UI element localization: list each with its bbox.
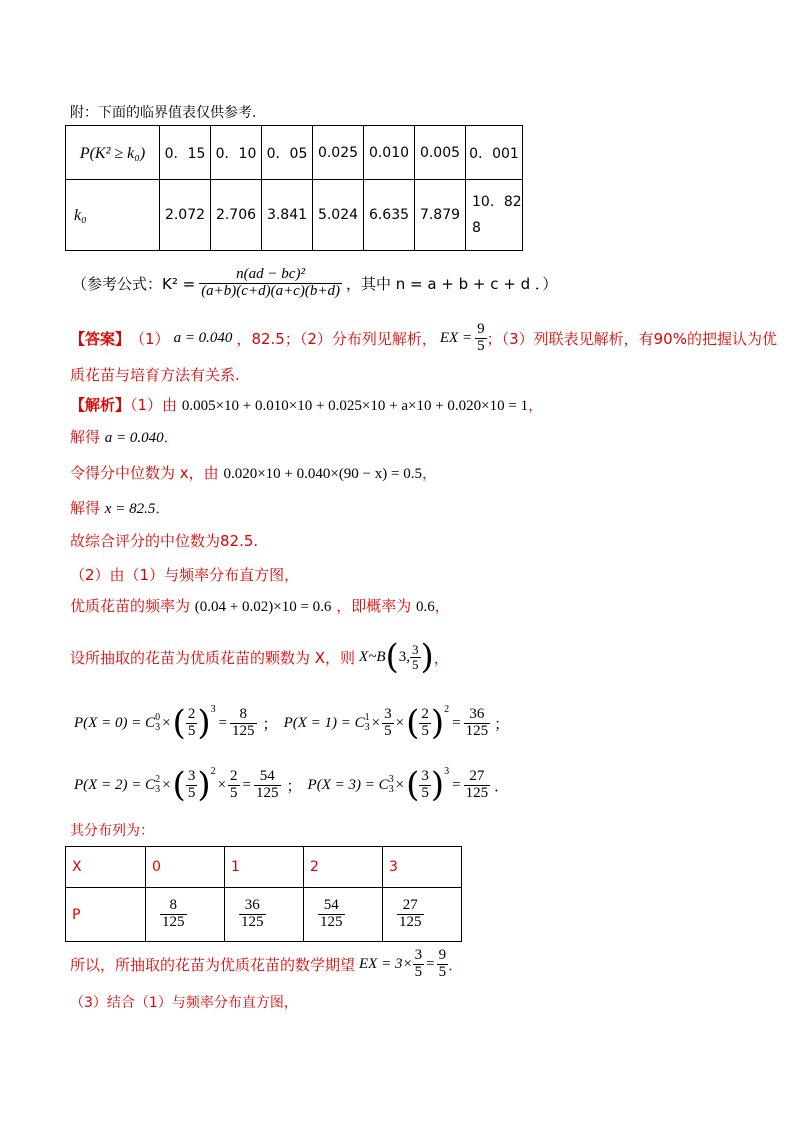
dist-row2-label: P [66, 888, 146, 942]
dist-x-cell: 2 [304, 847, 383, 888]
dist-row1-label: X [66, 847, 146, 888]
answer-line-1: 【答案】 （1） a = 0.040 ，82.5；（2）分布列见解析， EX = $\frac{9}{5}$ ；（3）列联表见解析，有90%的把握认为优 [70, 320, 777, 354]
analysis-line-2: 解得 a = 0.040． [70, 428, 179, 446]
expectation-line: 所以，所抽取的花苗为优质花苗的数学期望 EX = 3× $\frac{3}{5}$ = $\frac{9}{5}$ ． [70, 946, 464, 980]
analysis-line-3: 令得分中位数为 x，由 0.020×10 + 0.040×(90 − x) = 0.5， [70, 464, 437, 482]
critical-value-table [65, 125, 523, 251]
crit-cell-last: 10．82 8 [466, 180, 523, 251]
dist-p-cell: $\frac{54}{125}$ [304, 888, 383, 942]
crit-cell: 3.841 [262, 180, 313, 251]
crit-cell: 0．10 [211, 126, 262, 180]
analysis-line-8: 设所抽取的花苗为优质花苗的颗数为 X，则 X~B ( 3, $\frac{3}{5}$ ) ， [70, 637, 449, 677]
dist-x-cell: 0 [146, 847, 225, 888]
answer-line-2: 质花苗与培育方法有关系. [70, 366, 240, 384]
dist-p-cell: $\frac{27}{125}$ [383, 888, 462, 942]
crit-cell: 5.024 [313, 180, 364, 251]
dist-heading: 其分布列为： [70, 823, 154, 839]
table-intro: 附：下面的临界值表仅供参考． [70, 105, 266, 121]
crit-cell: 0．001 [466, 126, 523, 180]
crit-cell: 0．15 [160, 126, 211, 180]
analysis-line-4: 解得 x = 82.5． [70, 499, 171, 517]
analysis-line-5: 故综合评分的中位数为82.5. [70, 532, 259, 550]
analysis-line-1: 【解析】（1）由 0.005×10 + 0.010×10 + 0.025×10 + a×10 + 0.020×10 = 1， [70, 396, 544, 414]
crit-cell: 6.635 [364, 180, 415, 251]
crit-row1-label: P(K² ≥ k₀) [66, 126, 160, 180]
crit-cell: 2.072 [160, 180, 211, 251]
crit-row2-label: k₀ [66, 180, 160, 251]
crit-cell: 2.706 [211, 180, 262, 251]
crit-cell: 0．05 [262, 126, 313, 180]
crit-cell: 0.010 [364, 126, 415, 180]
part3-line: （3）结合（1）与频率分布直方图， [70, 995, 298, 1011]
dist-p-cell: $\frac{36}{125}$ [225, 888, 304, 942]
reference-formula: （参考公式：K² = $\frac{\text{n(ad − bc)²}}{(a+b)(c+d)(a+c)(b+d)}$ ，其中 n = a + b + c + d ．） [72, 265, 558, 299]
dist-p-cell: $\frac{8}{125}$ [146, 888, 225, 942]
dist-x-cell: 1 [225, 847, 304, 888]
distribution-table [65, 846, 462, 942]
analysis-line-7: 优质花苗的频率为 (0.04 + 0.02)×10 = 0.6 ，即概率为 0.6， [70, 597, 450, 615]
crit-cell: 0.005 [415, 126, 466, 180]
dist-x-cell: 3 [383, 847, 462, 888]
crit-cell: 0.025 [313, 126, 364, 180]
analysis-line-6: （2）由（1）与频率分布直方图， [70, 566, 300, 584]
crit-cell: 7.879 [415, 180, 466, 251]
prob-line-1: P(X = 0) = C 0 3 × ( $\frac{2}{5}$ ) $^3$ = $\frac{8}{125}$ ； P(X = 1) = C 1 3 × $\frac{3}{5}$ × ( $\frac{2}{5}$ ) $^2$ = $\frac{36}{125}$ ； [74, 703, 510, 743]
prob-line-2: P(X = 2) = C 2 3 × ( $\frac{3}{5}$ ) $^2$ × $\frac{2}{5}$ = $\frac{54}{125}$ ； P(X = 3) = C 3 3 × ( $\frac{3}{5}$ ) $^3$ = $\frac{27}{125}$ ． [74, 765, 510, 805]
